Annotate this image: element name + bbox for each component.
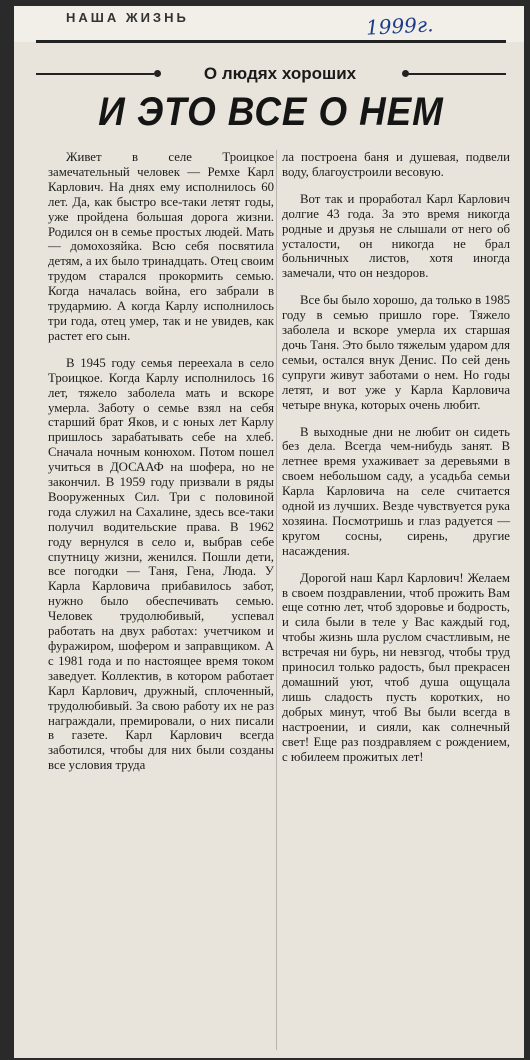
rubric-line-right [408,73,506,75]
header-rule [36,40,506,43]
column-divider [276,150,277,1050]
paragraph: Дорогой наш Карл Карлович! Желаем в своем поздравлении, чтоб прожить Вам еще сотню лет, чтоб здоровье и бодрость, и сила были в теле у Вас каждый год, чтобы жизнь шла руслом счастливым, не встречая ни бурь, ни невзгод, чтобы труд приносил только радость, был прекрасен домашний уют, чтоб душа ощущала лишь сладость пусть коротких, но добрых минут, чтоб Вы были всегда в настроении, и сияли, как солнечный свет! Еще раз поздравляем с рождением, с юбилеем прожитых лет! [282,570,510,764]
paragraph: Живет в селе Троицкое замечательный человек — Ремхе Карл Карлович. На днях ему исполнилось 60 лет. Да, как быстро все-таки летят годы, уже пройдена большая дорога жизни. Родился он в семье простых людей. Мать — домохозяйка. Всю себя посвятила детям, а их было тринадцать. Отец своим трудом старался прокормить семью. Когда началась война, его забрали в трудармию. А когда Карлу исполнилось три года, отец умер, так и не увидев, как растет его сын. [48,150,275,343]
paragraph: Вот так и проработал Карл Карлович долгие 43 года. За это время никогда родные и друзья не слышали от него об усталости, он никогда не брал больничных листов, хотя иногда замечали, что он нездоров. [282,191,510,281]
rubric-title: О людях хороших [203,64,357,83]
paragraph: В 1945 году семья переехала в село Троицкое. Когда Карлу исполнилось 16 лет, тяжело заболела мать и вскоре умерла. Заботу о семье взял на себя старший брат Яков, и с юных лет Карлу пришлось зарабатывать себе на хлеб. Сначала ночным конюхом. Потом пошел учиться в ДОСААФ на шофера, но не закончил. В 1959 году призвали в ряды Вооруженных Сил. Три с половиной года служил на Сахалине, здесь все-таки получил водительские права. В 1962 году вернулся в село и, выбрав себе спутницу жизни, женился. Пошли дети, все погодки — Таня, Гена, Люда. У Карла Карловича прибавилось забот, нужно было обеспечивать семью. Человек трудолюбивый, успевал работать на двух работах: учетчиком и фуражиром, шофером и заправщиком. А с 1981 года и по настоящее время током заведует. Коллектив, в котором работает Карл Карлович, дружный, сплоченный, трудолюбивый. За свою работу их не раз награждали, премировали, о них писали в газете. Карл Карлович всегда заботился, чтобы для них были созданы все условия труда [48,355,274,773]
rubric [36,64,506,84]
handwritten-year: 1999г. [365,12,434,40]
rubric-line-left [36,73,154,75]
headline: И ЭТО ВСЕ О НЕМ [98,90,444,134]
paragraph: Все бы было хорошо, да только в 1985 году в семью пришло горе. Тяжело заболела и вскоре умерла их старшая дочь Таня. Это было тяжелым ударом для семьи, остался внук Денис. По сей день супруги живут заботами о нем. Но годы летят, и вот уже у Карла Карловича четыре внука, которых очень любит. [282,293,510,412]
paragraph: В выходные дни не любит он сидеть без дела. Всегда чем-нибудь занят. В летнее время ухаживает за деревьями в своем небольшом саду, а усадьба семьи Карла Карловича на селе считается одной из лучших. Везде чувствуется рука хозяина. Посмотришь и глаз радуется — кругом сосны, сирень, другие насаждения. [282,424,510,558]
paragraph: ла построена баня и душевая, подвели воду, благоустроили весовую. [282,150,510,179]
section-name: НАША ЖИЗНЬ [66,10,189,25]
article-column-left [48,150,274,785]
newspaper-clipping [14,6,524,1058]
article-column-right [282,150,510,776]
page-header [14,6,524,42]
